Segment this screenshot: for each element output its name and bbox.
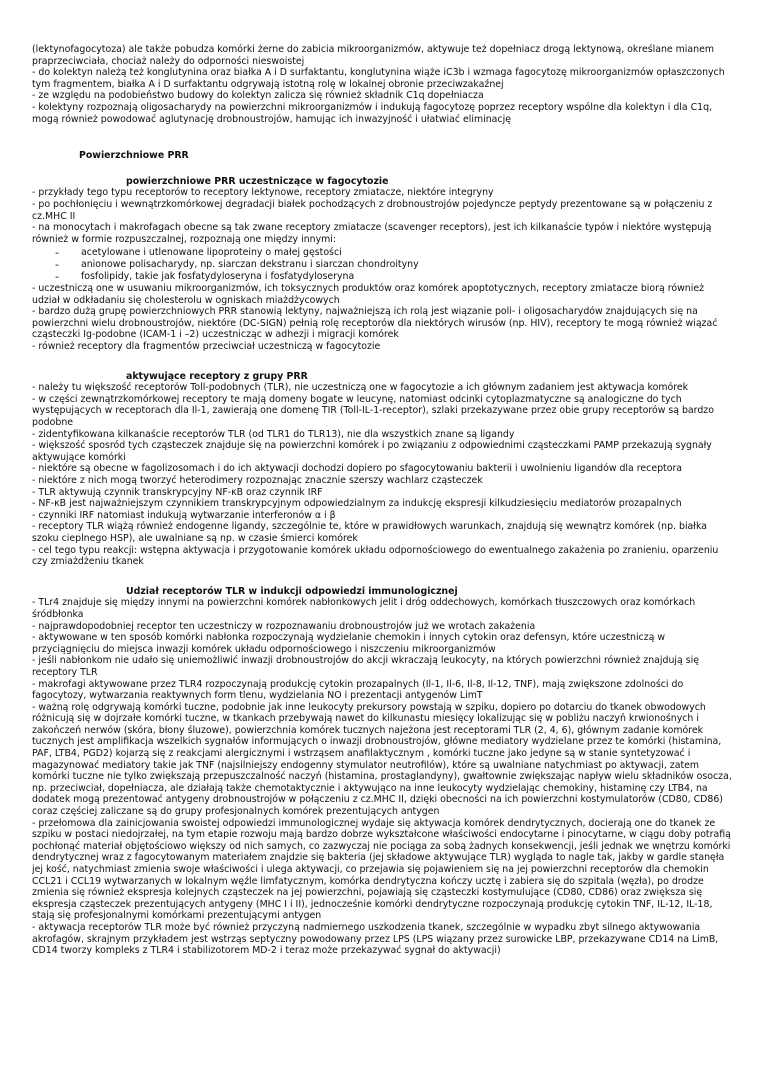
- section1-paragraph: - uczestniczą one w usuwaniu mikroorganizmów, ich toksycznych produktów oraz komórek apoptotycznych, receptory zmiatacze biorą również udział w odkładaniu się cholesterolu w ogniskach miażdżycowych: [32, 283, 705, 306]
- section1-paragraph: - po pochłonięciu i wewnątrzkomórkowej degradacji białek pochodzących z drobnoustrojów pojedyncze peptydy prezentowane są w połączeniu z cz.MHC II: [32, 198, 713, 222]
- section3-paragraph: - makrofagi aktywowane przez TLR4 rozpoczynają produkcję cytokin prozapalnych (Il-1, Il-6, Il-8, Il-12, TNF), mają zwiększone zdolności do fagocytozy, wytwarzania reaktywnych form tlenu, wydzielania NO i prezentacji antygenów LimT: [32, 678, 684, 702]
- intro-paragraph: (lektynofagocytoza) ale także pobudza komórki żerne do zabicia mikroorganizmów, aktywuje też dopełniacz drogą lektynową, określane mianem praprzeciwciała, chociaż należy do odporności nieswoistej: [32, 44, 714, 67]
- section2-paragraph: - większość sposród tych cząsteczek znajduje się na powierzchni komórek i po związaniu z odpowiednimi cząsteczkami PAMP przekazują sygnały aktywujące komórki: [32, 440, 712, 463]
- section2-paragraph: - zidentyfikowana kilkanaście receptorów TLR (od TLR1 do TLR13), nie dla wszystkich znane są ligandy: [32, 428, 515, 440]
- section3-paragraph: - jeśli nabłonkom nie udało się uniemożliwić inwazji drobnoustrojów do akcji wkraczają leukocyty, na których powierzchni również znajdują się receptory TLR: [32, 655, 699, 678]
- section2-paragraph: - należy tu większość receptorów Toll-podobnych (TLR), nie uczestniczą one w fagocytozie a ich głównym zadaniem jest aktywacja komórek: [32, 382, 689, 394]
- section3-paragraph: - aktywacja receptorów TLR może być również przyczyną nadmiernego uszkodzenia tkanek, szczególnie w wypadku zbyt silnego aktywowania akrofagów, skrajnym przykładem jest wstrząs septyczny powodowany przez LPS (LPS wiązany przez surowicke LBP, przekazywane CD14 na LimB, CD14 tworzy kompleks z TLR4 i stabilizotorem MD-2 i teraz może przekazywać sygnał do aktywacji): [32, 921, 719, 957]
- section3-paragraph: - najprawdopodobniej receptor ten uczestniczy w rozpoznawaniu drobnoustrojów już we wrotach zakażenia: [32, 620, 536, 632]
- list-item: - acetylowane i utlenowane lipoproteiny o małej gęstości: [55, 247, 732, 259]
- section3-paragraph: - aktywowane w ten sposób komórki nabłonka rozpoczynają wydzielanie chemokin i innych cytokin oraz defensyn, które uczestniczą w przyciągnięciu do miejsca inwazji komórek układu odpornościowego i niszczeniu mikroorganizmów: [32, 632, 666, 655]
- document-page: [32, 44, 732, 957]
- intro-paragraph: - kolektyny rozpoznają oligosacharydy na powierzchni mikroorganizmów i indukują fagocytozę poprzez receptory wspólne dla kolektyn i dla C1q, mogą również powodować aglutynację drobnoustrojów, hamując ich inwazyjność i ułatwiać eliminację: [32, 101, 713, 125]
- section1-paragraph: - bardzo dużą grupę powierzchniowych PRR stanowią lektyny, najważniejszą ich rolą jest wiązanie poli- i oligosacharydów znajdujących się na powierzchni wielu drobnoustrojów, niektóre (DC-SIGN) pełnią rolę receptorów dla niektórych wirusów (np. HIV), receptory te mogą również wiązać cząsteczki Ig-podobne (ICAM-1 i –2) uczestnicząc w adhezji i migracji komórek: [32, 306, 718, 341]
- section2-paragraph: - cel tego typu reakcji: wstępna aktywacja i przygotowanie komórek układu odpornościowego do ewentualnego zakażenia po zranieniu, oparzeniu czy zmiażdżeniu tkanek: [32, 544, 719, 568]
- scavenger-ligand-list: [32, 247, 732, 282]
- list-item: - anionowe polisacharydy, np. siarczan dekstranu i siarczan chondroityny: [55, 259, 732, 271]
- section2-paragraph: - czynniki IRF natomiast indukują wytwarzanie interferonów α i β: [32, 509, 336, 521]
- heading-section-fagocytoza: powierzchniowe PRR uczestniczące w fagocytozie: [126, 175, 389, 187]
- section1-paragraph: - na monocytach i makrofagach obecne są tak zwane receptory zmiatacze (scavenger receptors), jest ich kilkanaście typów i niektóre występują również w formie rozpuszczalnej, rozpoznają one między innymi:: [32, 222, 712, 245]
- section2-paragraph: - TLR aktywują czynnik transkrypcyjny NF-κB oraz czynnik IRF: [32, 486, 323, 498]
- section2-paragraph: - NF-κB jest najważniejszym czynnikiem transkrypcyjnym odpowiedzialnym za indukcję ekspresji kilkudziesięciu mediatorów prozapalnych: [32, 498, 682, 510]
- section3-paragraph: - przełomowa dla zainicjowania swoistej odpowiedzi immunologicznej wydaje się aktywacja komórek dendrytycznych, docierają one do tkanek ze szpiku w postaci niedojrzałej, na tym etapie rozwoju mają bardzo dobrze wykształcone właściwości endocytarne i pinocytarne, w ciągu doby potrafią pochłonąć materiał objętościowo większy od nich samych, co zazwyczaj nie pociąga za sobą żadnych konsekwencji, jeśli jednak we wnętrzu komórki dendrytycznej wraz z fagocytowanym materiałem znajdzie się bakteria (jej składowe aktywujące TLR) wygląda to nagle tak, jakby w gardle stanęła jej kość, natychmiast zmienia swoje właściwości i ulega aktywacji, co przejawia się pojawieniem się na jej powierzchni receptorów dla chemokin CCL21 i CCL19 wytwarzanych w lokalnym węźle limfatycznym, komórka dendrytyczna kończy ucztę i zabiera się do szpitala (węzła), po drodze zmienia się również ekspresja kolejnych cząsteczek na jej powierzchni, pojawiają się cząsteczki kostymulujące (CD80, CD86) oraz zwiększa się ekspresja cząsteczek prezentujących antygeny (MHC I i II), jednocześnie komórki dendrytyczne rozpoczynają produkcję cytokin TNF, IL-12, IL-18, stają się profesjonalnymi komórkami prezentującymi antygen: [32, 817, 731, 922]
- section2-paragraph: - w części zewnątrzkomórkowej receptory te mają domeny bogate w leucynę, natomiast odcinki cytoplazmatyczne są analogiczne do tych występujących w receptorach dla Il-1, zawierają one domenę TIR (Toll-IL-1-receptor), szlaki przekazywane przez obie grupy receptorów są bardzo podobne: [32, 393, 714, 429]
- section1-paragraph: - również receptory dla fragmentów przeciwciał uczestniczą w fagocytozie: [32, 341, 381, 353]
- section2-paragraph: - niektóre z nich mogą tworzyć heterodimery rozpoznając znacznie szerszy wachlarz cząsteczek: [32, 475, 483, 486]
- section1-paragraph: - przykłady tego typu receptorów to receptory lektynowe, receptory zmiatacze, niektóre integryny: [32, 187, 494, 199]
- intro-paragraph: - ze względu na podobieństwo budowy do kolektyn zalicza się również składnik C1q dopełniacza: [32, 90, 484, 102]
- heading-powierzchniowe-prr: Powierzchniowe PRR: [79, 150, 189, 162]
- heading-section-tlr-odpowiedz: Udział receptorów TLR w indukcji odpowiedzi immunologicznej: [126, 585, 458, 597]
- section2-paragraph: - niektóre są obecne w fagolizosomach i do ich aktywacji dochodzi dopiero po sfagocytowaniu bakterii i uwolnieniu ligandów dla receptora: [32, 463, 683, 475]
- list-item: - fosfolipidy, takie jak fosfatydyloseryna i fosfatydyloseryna: [55, 271, 732, 283]
- section3-paragraph: - ważną rolę odgrywają komórki tuczne, podobnie jak inne leukocyty prekursory powstają w szpiku, dopiero po dotarciu do tkanek obwodowych różnicują się w dojrzałe komórki tuczne, w tkankach przebywają nawet do kilkunastu miesięcy lokalizując się w pobliżu naczyń krwionośnych i zakończeń nerwów (skóra, błony śluzowe), powierzchnia komórek tucznych najeżona jest receptorami TLR (2, 4, 6), głównym zadanie komórek tucznych jest amplifikacja wszelkich sygnałów informujących o inwazji drobnoustrojów, główne mediatory wydzielane przez te komórki (histamina, PAF, LTB4, PGD2) kojarzą się z reakcjami alergicznymi i wstrząsem anafilaktycznym , komórki tuczne jako jedyne są w stanie syntetyzować i magazynować mediatory takie jak TNF (najsilniejszy endogenny stymulator neutrofilów), które są uwalniane natychmiast po aktywacji, zatem komórki tuczne nie tylko zwiększają przepuszczalność naczyń (histamina, prostaglandyny), gwałtownie zwiększając napływ wielu składników osocza, np. przeciwciał, dopełniacza, ale działają także chemotaktycznie i aktywująco na inne leukocyty wydzielając chemokiny, histaminę czy LTB4, na dodatek mogą prezentować antygeny drobnoustrojów w połączeniu z cz.MHC II, dzięki obecności na ich powierzchni kostymulatorów (CD80, CD86) coraz częściej zaliczane są do grupy profesjonalnych komórek prezentujących antygen: [32, 701, 732, 818]
- section2-paragraph: - receptory TLR wiążą również endogenne ligandy, szczególnie te, które w prawidłowych warunkach, znajdują się wewnątrz komórek (np. białka szoku cieplnego HSP), ale uwalniane są np. w czasie śmierci komórek: [32, 521, 707, 544]
- heading-section-aktywujace: aktywujące receptory z grupy PRR: [126, 370, 308, 382]
- section3-paragraph: - TLr4 znajduje się między innymi na powierzchni komórek nabłonkowych jelit i dróg oddechowych, komórkach tłuszczowych oraz komórkach śródbłonka: [32, 597, 696, 620]
- intro-paragraph: - do kolektyn należą też konglutynina oraz białka A i D surfaktantu, konglutynina wiąże iC3b i wzmaga fagocytozę mikroorganizmów opłaszczonych tym fragmentem, białka A i D surfaktantu odgrywają istotną rolę w lokalnej obronie przeciwzakaźnej: [32, 67, 725, 90]
